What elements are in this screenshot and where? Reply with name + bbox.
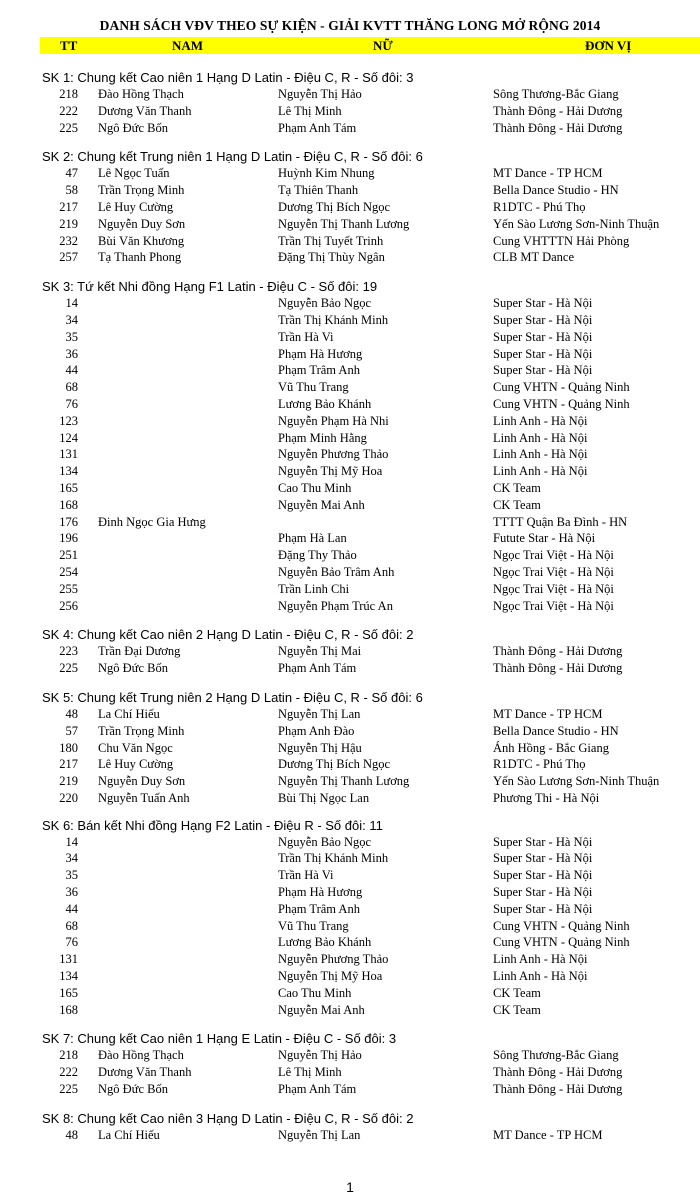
cell-tt: 57 <box>65 723 78 738</box>
table-row <box>0 396 700 413</box>
cell-tt: 217 <box>59 199 78 214</box>
cell-tt: 34 <box>65 312 78 327</box>
cell-nam: Trần Đại Dương <box>98 644 181 659</box>
cell-tt: 68 <box>65 918 78 933</box>
cell-nu: Đặng Thị Thùy Ngân <box>278 250 385 265</box>
table-row <box>0 547 700 564</box>
cell-don-vi: Linh Anh - Hà Nội <box>493 413 588 428</box>
cell-don-vi: Super Star - Hà Nội <box>493 346 593 361</box>
cell-don-vi: Yến Sào Lương Sơn-Ninh Thuận <box>493 774 660 789</box>
cell-nu: Lương Bảo Khánh <box>278 935 372 950</box>
table-row <box>0 446 700 463</box>
cell-don-vi: Thành Đông - Hải Dương <box>493 103 623 118</box>
table-row <box>0 660 700 677</box>
cell-nu: Nguyễn Thị Hảo <box>278 1048 362 1063</box>
cell-don-vi: CK Team <box>493 497 541 512</box>
cell-nu: Nguyễn Phạm Hà Nhi <box>278 413 389 428</box>
cell-nam: La Chí Hiếu <box>98 706 160 721</box>
cell-nam: Lê Huy Cường <box>98 199 174 214</box>
cell-tt: 14 <box>65 834 78 849</box>
cell-nu: Bùi Thị Ngọc Lan <box>278 790 370 805</box>
cell-tt: 217 <box>59 757 78 772</box>
table-row <box>0 564 700 581</box>
table-row <box>0 430 700 447</box>
cell-don-vi: Linh Anh - Hà Nội <box>493 952 588 967</box>
cell-don-vi: CK Team <box>493 1002 541 1017</box>
page-number: 1 <box>346 1179 354 1195</box>
cell-nam: Đào Hồng Thạch <box>98 1048 184 1063</box>
cell-nu: Dương Thị Bích Ngọc <box>278 199 391 214</box>
section-heading: SK 5: Chung kết Trung niên 2 Hạng D Latin - Điệu C, R - Số đôi: 6 <box>42 689 423 705</box>
cell-nu: Vũ Thu Trang <box>278 918 349 933</box>
table-row <box>0 740 700 757</box>
cell-tt: 256 <box>59 598 78 613</box>
cell-don-vi: Sông Thương-Bắc Giang <box>493 1048 619 1063</box>
cell-don-vi: Thành Đông - Hải Dương <box>493 644 623 659</box>
table-row <box>0 1127 700 1144</box>
cell-nam: Nguyễn Tuấn Anh <box>98 790 190 805</box>
table-row <box>0 463 700 480</box>
cell-tt: 222 <box>59 1065 78 1080</box>
cell-don-vi: Cung VHTN - Quảng Ninh <box>493 380 630 395</box>
cell-nu: Lương Bảo Khánh <box>278 396 372 411</box>
cell-nu: Phạm Anh Tám <box>278 661 357 676</box>
cell-tt: 225 <box>59 661 78 676</box>
cell-nam: Tạ Thanh Phong <box>98 250 182 265</box>
cell-tt: 257 <box>59 250 78 265</box>
cell-tt: 36 <box>65 885 78 900</box>
cell-nu: Lê Thị Minh <box>278 103 342 118</box>
table-row <box>0 120 700 137</box>
cell-nu: Phạm Anh Tám <box>278 1082 357 1097</box>
table-row <box>0 329 700 346</box>
table-row <box>0 598 700 615</box>
table-row <box>0 884 700 901</box>
cell-don-vi: Thành Đông - Hải Dương <box>493 1065 623 1080</box>
table-row <box>0 1064 700 1081</box>
cell-nu: Tạ Thiên Thanh <box>278 183 359 198</box>
cell-don-vi: Bella Dance Studio - HN <box>493 183 619 198</box>
cell-nu: Trần Thị Tuyết Trinh <box>278 233 384 248</box>
table-row <box>0 182 700 199</box>
cell-nu: Trần Thị Khánh Minh <box>278 312 389 327</box>
document-title: DANH SÁCH VĐV THEO SỰ KIỆN - GIẢI KVTT THĂNG LONG MỞ RỘNG 2014 <box>99 18 601 33</box>
cell-nam: Dương Văn Thanh <box>98 103 192 118</box>
cell-tt: 14 <box>65 296 78 311</box>
table-row <box>0 850 700 867</box>
cell-nu: Nguyễn Bảo Trâm Anh <box>278 564 395 579</box>
section-heading: SK 1: Chung kết Cao niên 1 Hạng D Latin - Điệu C, R - Số đôi: 3 <box>42 70 414 85</box>
cell-don-vi: Super Star - Hà Nội <box>493 901 593 916</box>
cell-don-vi: Super Star - Hà Nội <box>493 296 593 311</box>
cell-tt: 180 <box>59 740 78 755</box>
cell-tt: 219 <box>59 774 78 789</box>
section-heading: SK 7: Chung kết Cao niên 1 Hạng E Latin - Điệu C - Số đôi: 3 <box>42 1031 397 1047</box>
cell-tt: 35 <box>65 329 78 344</box>
cell-tt: 48 <box>65 706 78 721</box>
cell-tt: 218 <box>59 1048 78 1063</box>
table-row <box>0 643 700 660</box>
table-row <box>0 379 700 396</box>
cell-don-vi: Cung VHTN - Quảng Ninh <box>493 935 630 950</box>
cell-tt: 124 <box>59 430 78 445</box>
cell-nu: Phạm Trâm Anh <box>278 901 360 916</box>
cell-nam: Nguyễn Duy Sơn <box>98 216 186 231</box>
cell-nu: Nguyễn Thị Thanh Lương <box>278 774 410 789</box>
cell-don-vi: Linh Anh - Hà Nội <box>493 447 588 462</box>
cell-nam: Đào Hồng Thạch <box>98 87 184 101</box>
cell-tt: 58 <box>65 183 78 198</box>
cell-nu: Phạm Anh Tám <box>278 120 357 135</box>
cell-don-vi: Ánh Hồng - Bắc Giang <box>493 740 609 755</box>
table-row <box>0 918 700 935</box>
table-row <box>0 581 700 598</box>
cell-tt: 168 <box>59 497 78 512</box>
cell-nu: Trần Thị Khánh Minh <box>278 851 389 866</box>
cell-nu: Lê Thị Minh <box>278 1065 342 1080</box>
table-row <box>0 1002 700 1019</box>
cell-tt: 225 <box>59 120 78 135</box>
table-row <box>0 968 700 985</box>
cell-tt: 68 <box>65 380 78 395</box>
cell-don-vi: MT Dance - TP HCM <box>493 1127 603 1142</box>
cell-nam: Ngô Đức Bốn <box>98 1082 168 1097</box>
cell-nu: Phạm Hà Hương <box>278 885 363 900</box>
cell-nu: Nguyễn Thị Lan <box>278 706 361 721</box>
table-row <box>0 295 700 312</box>
cell-tt: 76 <box>65 396 78 411</box>
cell-tt: 123 <box>59 413 78 428</box>
cell-don-vi: Super Star - Hà Nội <box>493 312 593 327</box>
cell-don-vi: Super Star - Hà Nội <box>493 834 593 849</box>
cell-nam: Nguyễn Duy Sơn <box>98 774 186 789</box>
cell-nam: La Chí Hiếu <box>98 1127 160 1142</box>
header-nu: NỮ <box>373 38 393 53</box>
table-row <box>0 480 700 497</box>
cell-don-vi: Linh Anh - Hà Nội <box>493 464 588 479</box>
table-row <box>0 249 700 266</box>
cell-don-vi: CK Team <box>493 480 541 495</box>
table-row <box>0 413 700 430</box>
cell-nu: Nguyễn Thị Lan <box>278 1127 361 1142</box>
cell-nu: Dương Thị Bích Ngọc <box>278 757 391 772</box>
cell-nam: Đinh Ngọc Gia Hưng <box>98 514 206 529</box>
cell-tt: 165 <box>59 985 78 1000</box>
cell-nu: Vũ Thu Trang <box>278 380 349 395</box>
cell-tt: 254 <box>59 564 78 579</box>
cell-don-vi: Yến Sào Lương Sơn-Ninh Thuận <box>493 216 660 231</box>
table-row <box>0 216 700 233</box>
table-row <box>0 706 700 723</box>
cell-tt: 44 <box>65 363 78 378</box>
cell-tt: 134 <box>59 464 78 479</box>
table-row <box>0 103 700 120</box>
cell-nam: Trần Trọng Minh <box>98 723 185 738</box>
cell-don-vi: MT Dance - TP HCM <box>493 706 603 721</box>
cell-nam: Ngô Đức Bốn <box>98 120 168 135</box>
table-row <box>0 985 700 1002</box>
cell-tt: 131 <box>59 952 78 967</box>
cell-don-vi: Thành Đông - Hải Dương <box>493 661 623 676</box>
cell-tt: 218 <box>59 87 78 101</box>
cell-tt: 220 <box>59 790 78 805</box>
cell-don-vi: CLB MT Dance <box>493 250 575 265</box>
cell-nu: Phạm Minh Hằng <box>278 430 367 445</box>
cell-nu: Trần Hà Vi <box>278 329 334 344</box>
table-row <box>0 867 700 884</box>
cell-don-vi: Super Star - Hà Nội <box>493 851 593 866</box>
table-row <box>0 497 700 514</box>
cell-tt: 196 <box>59 531 78 546</box>
header-don-vi: ĐƠN VỊ <box>585 38 632 53</box>
cell-nu: Nguyễn Thị Hảo <box>278 87 362 101</box>
cell-tt: 232 <box>59 233 78 248</box>
table-row <box>0 723 700 740</box>
section-heading: SK 8: Chung kết Cao niên 3 Hạng D Latin - Điệu C, R - Số đôi: 2 <box>42 1110 414 1126</box>
cell-tt: 165 <box>59 480 78 495</box>
cell-nu: Phạm Hà Lan <box>278 531 347 546</box>
table-row <box>0 233 700 250</box>
cell-tt: 222 <box>59 103 78 118</box>
cell-tt: 219 <box>59 216 78 231</box>
cell-tt: 168 <box>59 1002 78 1017</box>
section-heading: SK 6: Bán kết Nhi đồng Hạng F2 Latin - Điệu R - Số đôi: 11 <box>42 817 383 833</box>
table-header <box>40 37 700 54</box>
cell-don-vi: MT Dance - TP HCM <box>493 166 603 181</box>
section-heading: SK 3: Tứ kết Nhi đồng Hạng F1 Latin - Điệu C - Số đôi: 19 <box>42 279 378 295</box>
cell-tt: 223 <box>59 644 78 659</box>
cell-don-vi: Super Star - Hà Nội <box>493 363 593 378</box>
cell-nu: Nguyễn Thị Mai <box>278 644 362 659</box>
cell-don-vi: Super Star - Hà Nội <box>493 868 593 883</box>
cell-don-vi: Ngọc Trai Việt - Hà Nội <box>493 564 614 579</box>
event-list <box>0 54 700 1144</box>
cell-tt: 176 <box>59 514 78 529</box>
cell-nu: Nguyễn Mai Anh <box>278 497 365 512</box>
cell-tt: 35 <box>65 868 78 883</box>
cell-nu: Nguyễn Phạm Trúc An <box>278 598 393 613</box>
table-row <box>0 199 700 216</box>
cell-nu: Nguyễn Bảo Ngọc <box>278 296 372 311</box>
cell-tt: 47 <box>65 166 78 181</box>
table-row <box>0 790 700 807</box>
cell-tt: 48 <box>65 1127 78 1142</box>
cell-tt: 36 <box>65 346 78 361</box>
table-row <box>0 530 700 547</box>
cell-don-vi: Linh Anh - Hà Nội <box>493 969 588 984</box>
table-row <box>0 1047 700 1064</box>
cell-don-vi: CK Team <box>493 985 541 1000</box>
header-tt: TT <box>60 38 78 53</box>
cell-don-vi: R1DTC - Phú Thọ <box>493 757 586 772</box>
cell-nu: Nguyễn Thị Thanh Lương <box>278 216 410 231</box>
cell-don-vi: Sông Thương-Bắc Giang <box>493 87 619 101</box>
cell-nam: Lê Ngọc Tuấn <box>98 166 170 181</box>
cell-don-vi: Cung VHTN - Quảng Ninh <box>493 396 630 411</box>
section-heading: SK 4: Chung kết Cao niên 2 Hạng D Latin - Điệu C, R - Số đôi: 2 <box>42 627 414 643</box>
table-row <box>0 165 700 182</box>
cell-don-vi: Thành Đông - Hải Dương <box>493 1082 623 1097</box>
cell-nu: Nguyễn Phương Thảo <box>278 952 389 967</box>
cell-don-vi: Super Star - Hà Nội <box>493 885 593 900</box>
cell-nu: Phạm Anh Đào <box>278 723 355 738</box>
cell-nu: Nguyễn Thị Mỹ Hoa <box>278 969 383 984</box>
cell-nam: Dương Văn Thanh <box>98 1065 192 1080</box>
cell-nu: Nguyễn Thị Hậu <box>278 740 362 755</box>
cell-tt: 251 <box>59 548 78 563</box>
cell-don-vi: Bella Dance Studio - HN <box>493 723 619 738</box>
cell-tt: 34 <box>65 851 78 866</box>
cell-tt: 131 <box>59 447 78 462</box>
cell-don-vi: Thành Đông - Hải Dương <box>493 120 623 135</box>
cell-nu: Huỳnh Kim Nhung <box>278 166 375 181</box>
cell-don-vi: TTTT Quận Ba Đình - HN <box>493 514 628 529</box>
table-row <box>0 346 700 363</box>
cell-nu: Nguyễn Mai Anh <box>278 1002 365 1017</box>
table-row <box>0 951 700 968</box>
cell-nam: Bùi Văn Khương <box>98 233 185 248</box>
cell-don-vi: Ngọc Trai Việt - Hà Nội <box>493 598 614 613</box>
table-row <box>0 773 700 790</box>
cell-nu: Cao Thu Minh <box>278 480 352 495</box>
cell-don-vi: Phương Thi - Hà Nội <box>493 790 600 805</box>
cell-nam: Lê Huy Cường <box>98 757 174 772</box>
cell-nu: Cao Thu Minh <box>278 985 352 1000</box>
header-nam: NAM <box>172 38 204 53</box>
table-row <box>0 86 700 103</box>
cell-nu: Nguyễn Thị Mỹ Hoa <box>278 464 383 479</box>
cell-nu: Nguyễn Bảo Ngọc <box>278 834 372 849</box>
table-row <box>0 514 700 531</box>
cell-don-vi: Ngọc Trai Việt - Hà Nội <box>493 581 614 596</box>
cell-tt: 255 <box>59 581 78 596</box>
table-row <box>0 756 700 773</box>
table-row <box>0 312 700 329</box>
cell-nam: Trần Trọng Minh <box>98 183 185 198</box>
cell-nu: Nguyễn Phương Thảo <box>278 447 389 462</box>
cell-nu: Đặng Thy Thảo <box>278 548 357 563</box>
cell-tt: 76 <box>65 935 78 950</box>
cell-nu: Trần Hà Vi <box>278 868 334 883</box>
cell-nam: Ngô Đức Bốn <box>98 661 168 676</box>
cell-don-vi: Super Star - Hà Nội <box>493 329 593 344</box>
cell-don-vi: Cung VHTN - Quảng Ninh <box>493 918 630 933</box>
table-row <box>0 834 700 851</box>
table-row <box>0 1081 700 1098</box>
section-heading: SK 2: Chung kết Trung niên 1 Hạng D Latin - Điệu C, R - Số đôi: 6 <box>42 149 423 165</box>
cell-don-vi: Ngọc Trai Việt - Hà Nội <box>493 548 614 563</box>
cell-nu: Trần Linh Chi <box>278 581 350 596</box>
cell-don-vi: Linh Anh - Hà Nội <box>493 430 588 445</box>
table-row <box>0 362 700 379</box>
cell-nu: Phạm Trâm Anh <box>278 363 360 378</box>
cell-tt: 44 <box>65 901 78 916</box>
cell-don-vi: R1DTC - Phú Thọ <box>493 199 586 214</box>
cell-tt: 225 <box>59 1082 78 1097</box>
table-row <box>0 934 700 951</box>
cell-nu: Phạm Hà Hương <box>278 346 363 361</box>
cell-don-vi: Cung VHTTTN Hải Phòng <box>493 233 630 248</box>
cell-don-vi: Futute Star - Hà Nội <box>493 531 596 546</box>
cell-tt: 134 <box>59 969 78 984</box>
table-row <box>0 901 700 918</box>
cell-nam: Chu Văn Ngọc <box>98 740 173 755</box>
